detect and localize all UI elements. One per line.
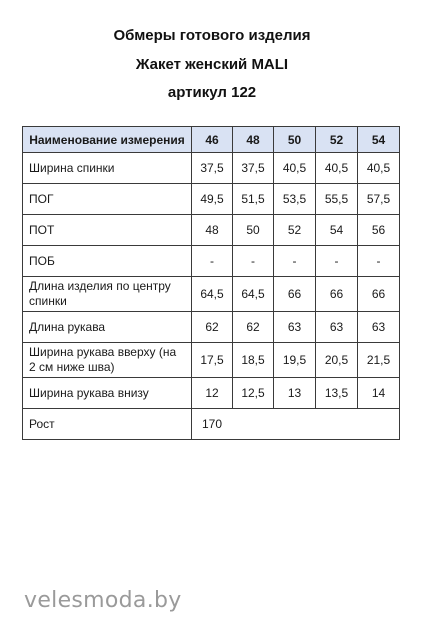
column-header-size: 48 — [233, 127, 274, 153]
height-row — [23, 409, 400, 440]
measurement-value: 37,5 — [192, 153, 233, 184]
table-row — [23, 215, 400, 246]
measurement-name: ПОБ — [23, 246, 192, 277]
measurement-value: 40,5 — [274, 153, 316, 184]
measurement-value: 13,5 — [316, 378, 358, 409]
measurement-name: Длина изделия по центру спинки — [23, 277, 192, 312]
measurement-name: Длина рукава — [23, 312, 192, 343]
measurement-name: Ширина рукава вверху (на 2 см ниже шва) — [23, 343, 192, 378]
measurement-value: 51,5 — [233, 184, 274, 215]
measurement-value: 17,5 — [192, 343, 233, 378]
measurement-value: 55,5 — [316, 184, 358, 215]
measurement-value: 63 — [316, 312, 358, 343]
table-row — [23, 312, 400, 343]
measurement-value: 19,5 — [274, 343, 316, 378]
measurement-value: 12 — [192, 378, 233, 409]
document-header — [0, 28, 424, 100]
column-header-size: 50 — [274, 127, 316, 153]
table-row — [23, 184, 400, 215]
column-header-size: 54 — [358, 127, 400, 153]
document-title: Обмеры готового изделия — [113, 27, 311, 44]
measurement-value: 37,5 — [233, 153, 274, 184]
column-header-size: 46 — [192, 127, 233, 153]
height-label: Рост — [23, 409, 192, 440]
article-number: артикул 122 — [167, 84, 257, 101]
measurement-value: - — [358, 246, 400, 277]
measurement-value: 13 — [274, 378, 316, 409]
measurement-value: 63 — [274, 312, 316, 343]
measurement-value: - — [316, 246, 358, 277]
site-watermark: velesmoda.by — [24, 588, 182, 613]
measurement-value: 63 — [358, 312, 400, 343]
measurement-name: ПОТ — [23, 215, 192, 246]
measurement-value: 40,5 — [358, 153, 400, 184]
measurement-value: 20,5 — [316, 343, 358, 378]
table-row — [23, 277, 400, 312]
measurement-value: 64,5 — [233, 277, 274, 312]
measurement-value: 40,5 — [316, 153, 358, 184]
measurements-table — [22, 126, 400, 440]
table-row — [23, 378, 400, 409]
measurement-value: 50 — [233, 215, 274, 246]
table-row — [23, 246, 400, 277]
measurement-value: 57,5 — [358, 184, 400, 215]
measurement-value: 21,5 — [358, 343, 400, 378]
height-value: 170 — [192, 409, 400, 440]
measurement-value: 64,5 — [192, 277, 233, 312]
measurement-name: Ширина рукава внизу — [23, 378, 192, 409]
measurement-value: 53,5 — [274, 184, 316, 215]
measurement-value: 54 — [316, 215, 358, 246]
table-row — [23, 343, 400, 378]
measurement-value: 66 — [358, 277, 400, 312]
measurement-value: 49,5 — [192, 184, 233, 215]
measurement-value: - — [233, 246, 274, 277]
measurement-value: 12,5 — [233, 378, 274, 409]
measurement-value: 52 — [274, 215, 316, 246]
measurement-value: 66 — [274, 277, 316, 312]
measurement-value: 48 — [192, 215, 233, 246]
table-row — [23, 153, 400, 184]
measurement-value: 18,5 — [233, 343, 274, 378]
measurement-value: 56 — [358, 215, 400, 246]
table-header-row — [23, 127, 400, 153]
measurement-value: 62 — [233, 312, 274, 343]
measurement-name: Ширина спинки — [23, 153, 192, 184]
column-header-name: Наименование измерения — [23, 127, 192, 153]
product-name: Жакет женский MALI — [135, 56, 289, 73]
measurement-value: 66 — [316, 277, 358, 312]
measurement-value: 14 — [358, 378, 400, 409]
measurement-value: - — [192, 246, 233, 277]
measurement-value: - — [274, 246, 316, 277]
measurement-name: ПОГ — [23, 184, 192, 215]
measurement-value: 62 — [192, 312, 233, 343]
column-header-size: 52 — [316, 127, 358, 153]
